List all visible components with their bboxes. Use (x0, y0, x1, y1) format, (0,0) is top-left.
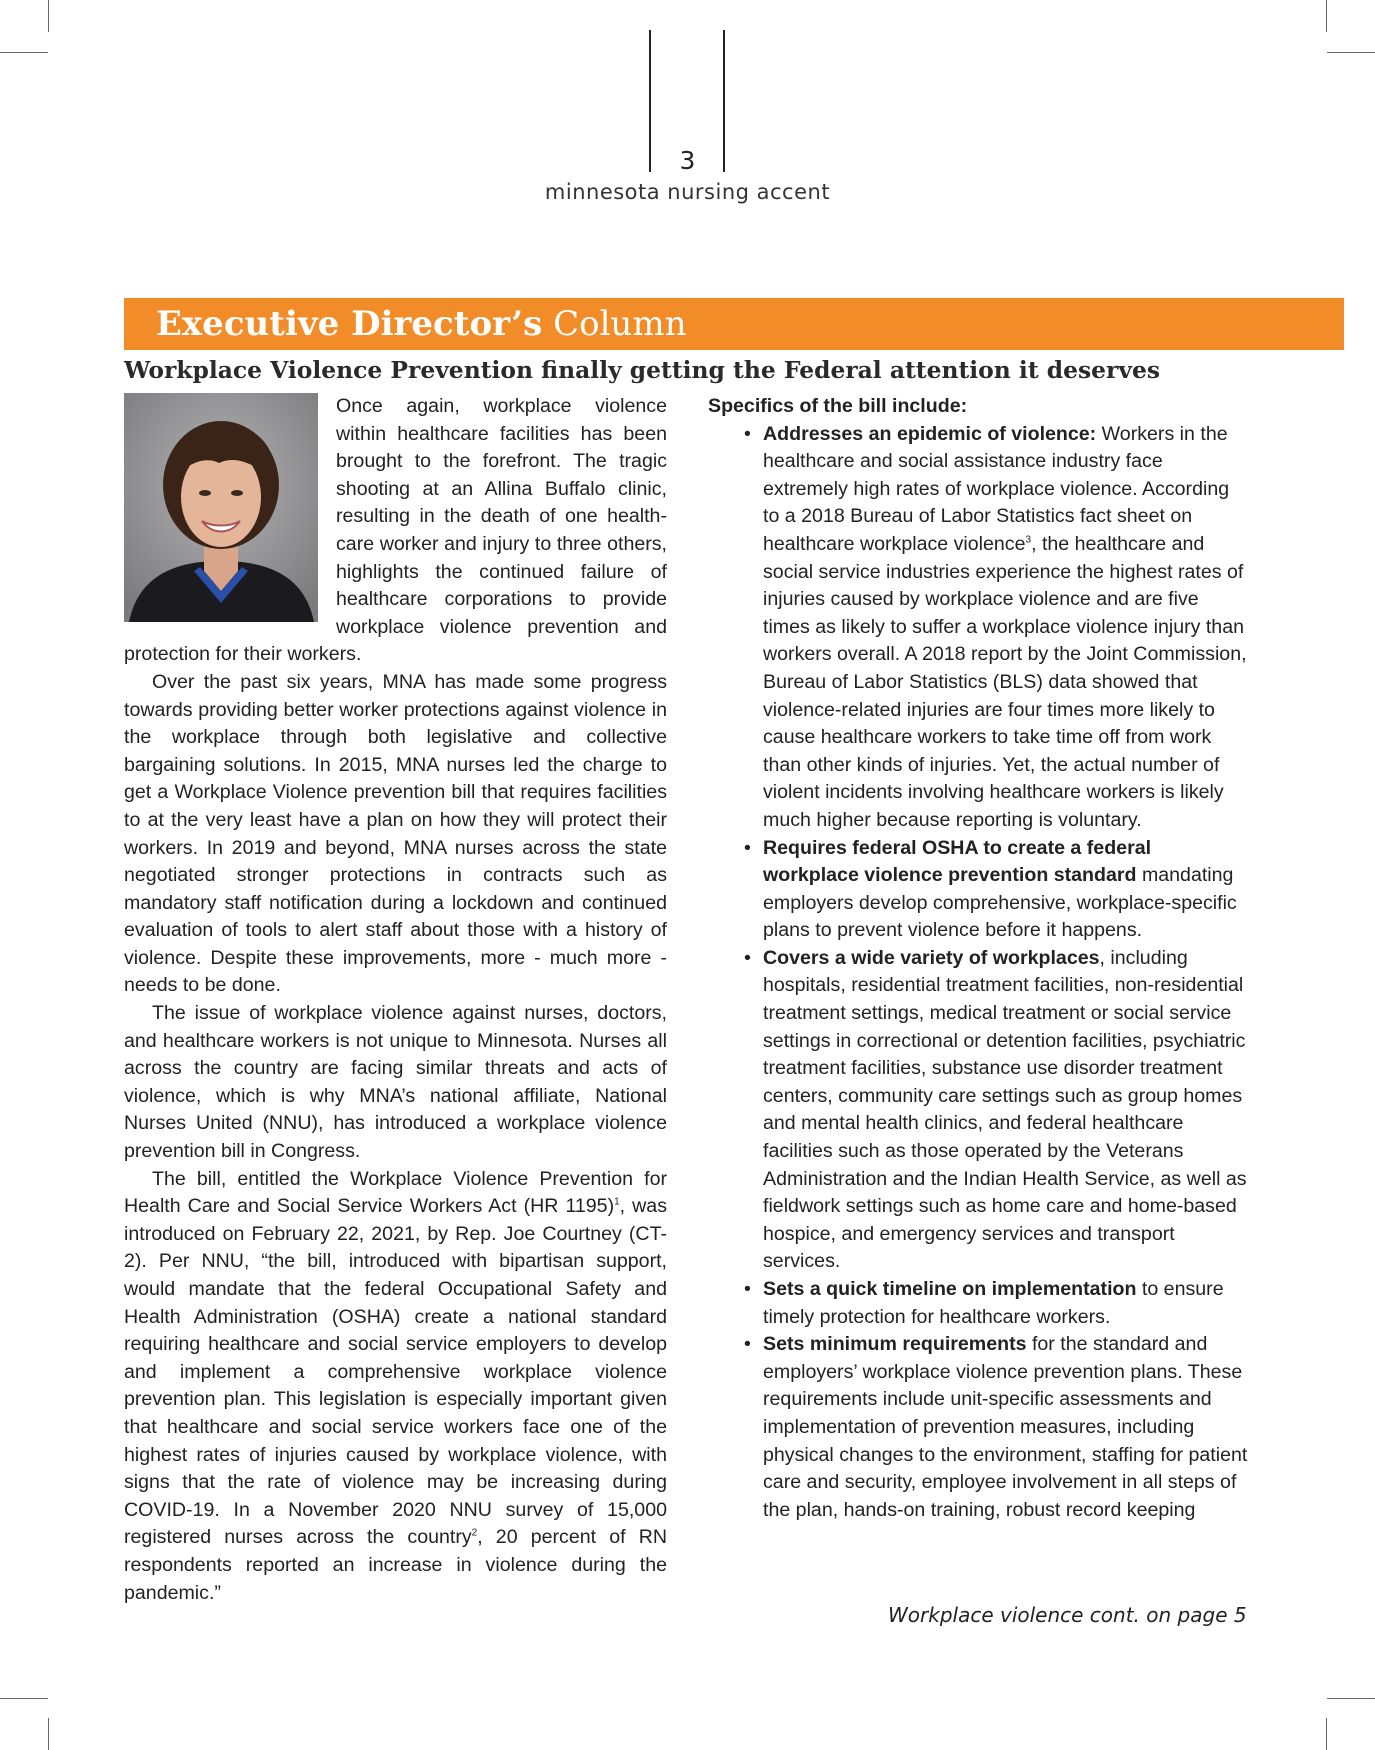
paragraph-text: , was introduced on February 22, 2021, by Rep. Joe Courtney (CT-2). Per NNU, “the bill, introduced with bipartisan support, would mandate that the federal Occupational Safety and Health Administration (OSHA) create a national standard requiring healthcare and social service employers to develop and implement a comprehensive workplace violence prevention plan. This legislation is especially important given that healthcare and social service workers face one of the highest rates of injuries caused by workplace violence, with signs that the rate of violence may be increasing during COVID-19. In a November 2020 NNU survey of 15,000 registered nurses across the country (124, 1195, 667, 1549)
publication-name: minnesota nursing accent (544, 180, 831, 204)
paragraph-text: The bill, entitled the Workplace Violence Prevention for Health Care and Social Service Workers Act (HR 1195) (124, 1167, 667, 1218)
list-item (763, 1331, 1248, 1524)
list-item (763, 945, 1248, 1276)
bullet-text: Workers in the healthcare and social assistance industry face extremely high rates of workplace violence. According to a 2018 Bureau of Labor Statistics fact sheet on healthcare workplace violence (763, 422, 1230, 555)
crop-mark (48, 0, 49, 32)
banner-title-bold: Executive Director’s (156, 304, 543, 344)
section-banner (124, 298, 1344, 350)
crop-mark (0, 52, 48, 53)
paragraph: Once again, workplace violence within healthcare facilities has been brought to the forefront. The tragic shooting at an Allina Buffalo clinic, resulting in the death of one healthcare worker and injury to three others, highlights the continued failure of healthcare corporations to provide workplace violence prevention and protection for their workers. (124, 395, 667, 666)
portrait-illustration (124, 393, 318, 622)
bullet-text: , the healthcare and social service industries experience the highest rates of injuries caused by workplace violence and are five times as likely to suffer a workplace violence injury than workers overall. A 2018 report by the Joint Commission, Bureau of Labor Statistics (BLS) data showed that violence-related injuries are four times more likely to cause healthcare workers to take time off from work than other kinds of injuries. Yet, the actual number of violent incidents involving healthcare workers is likely much higher because reporting is voluntary. (763, 532, 1247, 831)
paragraph-text: , 20 percent of RN respondents reported an increase in violence during the pandemic.” (124, 1526, 667, 1604)
crop-mark (48, 1718, 49, 1750)
list-item (763, 835, 1248, 945)
paragraph: Over the past six years, MNA has made some progress towards providing better worker protections against violence in the workplace through both legislative and collective bargaining solutions. In 2015, MNA nurses led the charge to get a Workplace Violence prevention bill that requires facilities to at the very least have a plan on how they will protect their workers. In 2019 and beyond, MNA nurses across the state negotiated stronger protections in contracts such as mandatory staff notification during a lockdown and continued evaluation of tools to alert staff about those with a history of violence. Despite these improvements, more - much more - needs to be done. (124, 670, 667, 997)
crop-mark (1326, 1718, 1327, 1750)
bullet-text: , including hospitals, residential treatment facilities, non-residential treatment settings, medical treatment or social service settings in correctional or detention facilities, psychiatric treatment facilities, substance use disorder treatment centers, community care settings such as group homes and mental health clinics, and federal healthcare facilities such as those operated by the Veterans Administration and the Indian Health Service, as well as fieldwork settings such as home care and home-based hospice, and emergency services and transport services. (763, 946, 1247, 1273)
bullet-lead: Addresses an epidemic of violence: (763, 422, 1097, 445)
bullet-lead: Sets minimum requirements (763, 1333, 1027, 1356)
bullet-lead: Requires federal OSHA to create a federal workplace violence prevention standard (763, 836, 1152, 887)
footnote-ref: 2 (471, 1527, 478, 1539)
continued-note: Workplace violence cont. on page 5 (888, 1603, 1247, 1627)
crop-mark (1327, 52, 1375, 53)
paragraph: The issue of workplace violence against nurses, doctors, and healthcare workers is not unique to Minnesota. Nurses all across the country are facing similar threats and acts of violence, which is why MNA’s national affiliate, National Nurses United (NNU), has introduced a workplace violence prevention bill in Congress. (124, 1002, 667, 1163)
crop-mark (0, 1698, 48, 1699)
footnote-ref: 1 (614, 1196, 620, 1208)
footnote-ref: 3 (1025, 534, 1032, 546)
specifics-list (708, 421, 1248, 1525)
crop-mark (1327, 1698, 1375, 1699)
banner-title (156, 302, 686, 346)
bullet-text: to ensure timely protection for healthcare workers. (763, 1278, 1224, 1328)
bullet-lead: Covers a wide variety of workplaces (763, 946, 1100, 969)
list-item (763, 1276, 1248, 1331)
bullet-lead: Sets a quick timeline on implementation (763, 1278, 1137, 1300)
specifics-heading: Specifics of the bill include: (708, 395, 968, 417)
bullet-text: mandating employers develop comprehensive, workplace-specific plans to prevent violence before it happens. (763, 864, 1237, 942)
article-title: Workplace Violence Prevention finally getting the Federal attention it deserves (124, 356, 1161, 384)
banner-title-light: Column (553, 304, 687, 344)
bullet-text: for the standard and employers’ workplace violence prevention plans. These requirements include unit-specific assessments and implementation of prevention measures, including physical changes to the environment, staffing for patient care and security, employee involvement in all steps of the plan, hands-on training, robust record keeping (763, 1333, 1248, 1521)
crop-mark (1326, 0, 1327, 32)
list-item (763, 421, 1248, 835)
left-column (124, 393, 667, 1607)
paragraph (124, 1166, 667, 1608)
right-column (708, 393, 1248, 1524)
page-number: 3 (679, 146, 696, 175)
author-photo (124, 393, 318, 622)
